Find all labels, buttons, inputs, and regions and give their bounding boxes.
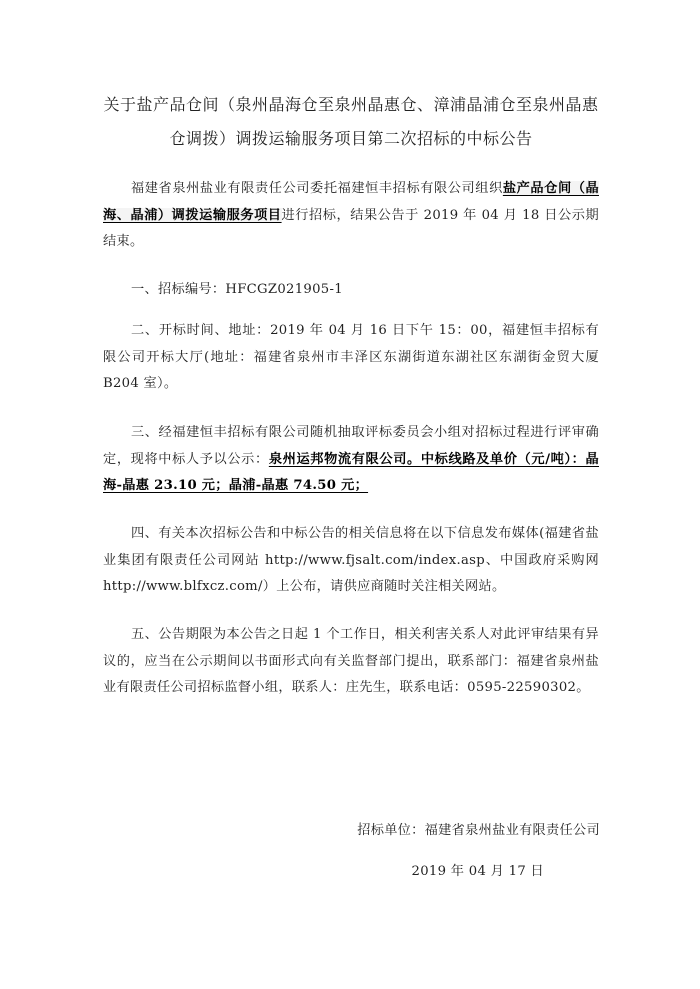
item-tender-number: 一、招标编号：HFCGZ021905-1 [131, 282, 343, 297]
signature-date: 2019 年 04 月 17 日 [411, 864, 544, 879]
item-award-result [103, 420, 599, 500]
intro-text-1: 福建省泉州盐业有限责任公司委托福建恒丰招标有限公司组织 [131, 181, 503, 196]
item-opening-time: 二、开标时间、地址：2019 年 04 月 16 日下午 15：00，福建恒丰招标有限公司开标大厅(地址：福建省泉州市丰泽区东湖街道东湖社区东湖街金贸大厦 B204 室）。 [103, 323, 599, 391]
winner-and-prices: 泉州运邦物流有限公司。中标线路及单价（元/吨）：晶海-晶惠 23.10 元；晶浦-晶惠 74.50 元； [103, 451, 599, 493]
intro-paragraph [103, 176, 599, 256]
announcement-title: 关于盐产品仓间（泉州晶海仓至泉州晶惠仓、漳浦晶浦仓至泉州晶惠仓调拨）调拨运输服务项目第二次招标的中标公告 [103, 95, 599, 148]
item-publication-media: 四、有关本次招标公告和中标公告的相关信息将在以下信息发布媒体(福建省盐业集团有限责任公司网站 http://www.fjsalt.com/index.asp、中国政府采购网 http://www.blfxcz.com/）上公布，请供应商随时关注相关网站。 [103, 526, 599, 594]
project-name: 盐产品仓间（晶海、晶浦）调拨运输服务项目 [103, 181, 599, 223]
item-notice-period: 五、公告期限为本公告之日起 1 个工作日，相关利害关系人对此评审结果有异议的，应当在公示期间以书面形式向有关监督部门提出，联系部门：福建省泉州盐业有限责任公司招标监督小组，联系人：庄先生，联系电话：0595-22590302。 [103, 627, 599, 695]
signature-unit: 招标单位：福建省泉州盐业有限责任公司 [357, 823, 600, 838]
intro-text-2: 进行招标，结果公告于 2019 年 04 月 18 日公示期结束。 [103, 207, 599, 249]
award-text: 三、经福建恒丰招标有限公司随机抽取评标委员会小组对招标过程进行评审确定，现将中标人予以公示： [103, 425, 599, 467]
